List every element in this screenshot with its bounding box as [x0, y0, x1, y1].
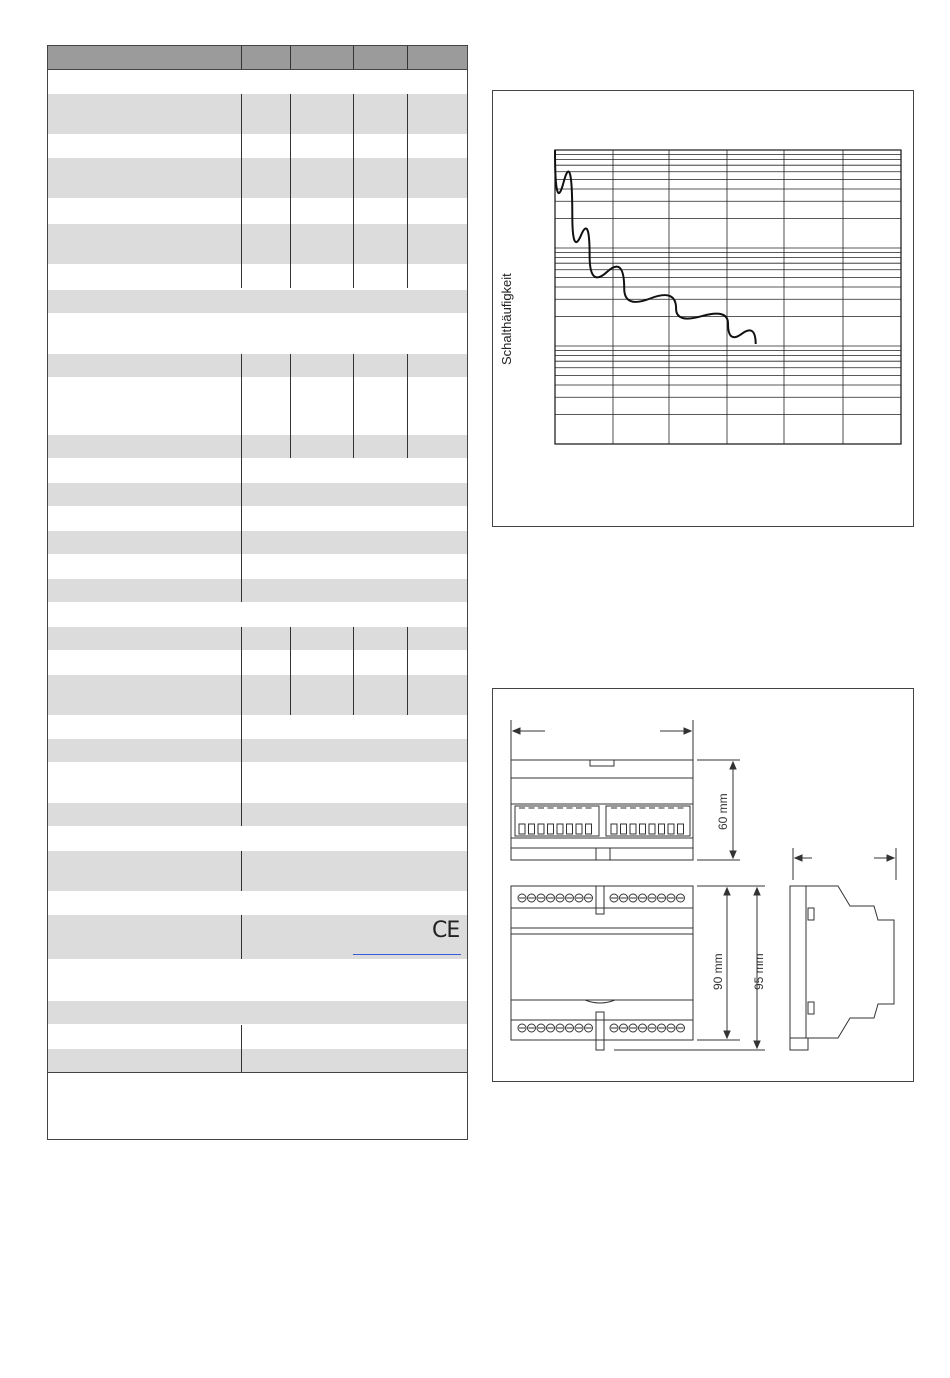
dimension-95mm: 95 mm — [752, 953, 766, 990]
dimension-90mm: 90 mm — [711, 953, 725, 990]
dimension-60mm: 60 mm — [716, 793, 730, 830]
ce-mark: CE — [432, 918, 460, 943]
chart-y-axis-label: Schalthäufigkeit — [499, 273, 514, 365]
